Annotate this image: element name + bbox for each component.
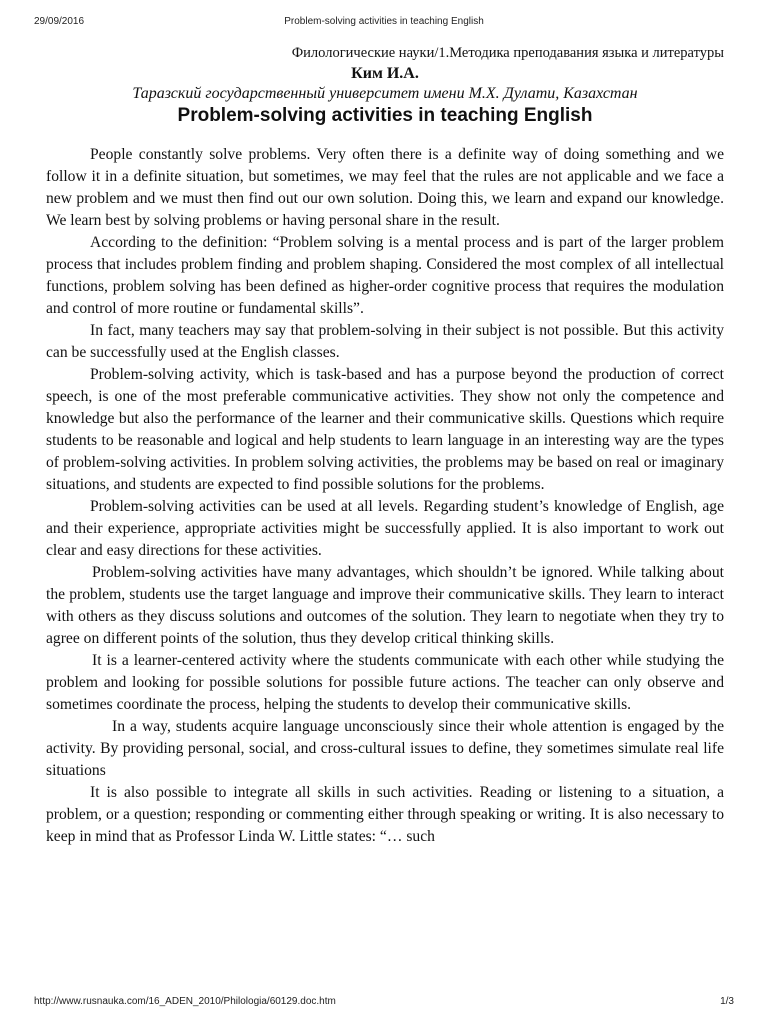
paragraph: Problem-solving activities can be used at all levels. Regarding student’s knowledge of English, age and their experience, appropriate activities might be successfully applied. It is also important to work out clear and easy directions for these activities.	[46, 498, 724, 559]
article-body	[46, 144, 724, 848]
print-url: http://www.rusnauka.com/16_ADEN_2010/Philologia/60129.doc.htm	[34, 996, 336, 1007]
paragraph: Problem-solving activity, which is task-based and has a purpose beyond the production of correct speech, is one of the most preferable communicative activities. They show not only the competence and knowledge but also the performance of the learner and their communicative skills. Questions which require students to be reasonable and logical and help students to learn language in an interesting way are the types of problem-solving activities. In problem solving activities, the problems may be based on real or imaginary situations, and students are expected to find possible solutions for the problems.	[46, 366, 724, 493]
paragraph: In a way, students acquire language unconsciously since their whole attention is engaged by the activity. By providing personal, social, and cross-cultural issues to define, they sometimes simulate real life situations	[46, 718, 724, 779]
paragraph: People constantly solve problems. Very often there is a definite way of doing something and we follow it in a definite situation, but sometimes, we may feel that the rules are not applicable and we face a new problem and we must then find out our own solution. Doing this, we learn and expand our knowledge. We learn best by solving problems or having personal share in the result.	[46, 146, 724, 229]
section-heading: Филологические науки/1.Методика преподавания языка и литературы	[291, 45, 724, 61]
print-header	[34, 16, 734, 30]
paragraph: It is a learner-centered activity where the students communicate with each other while studying the problem and looking for possible solutions for possible future actions. The teacher can only observe and sometimes coordinate the process, helping the students to develop their communicative skills.	[46, 652, 724, 713]
paragraph: In fact, many teachers may say that problem-solving in their subject is not possible. But this activity can be successfully used at the English classes.	[46, 322, 724, 361]
paragraph: According to the definition: “Problem solving is a mental process and is part of the larger problem process that includes problem finding and problem shaping. Considered the most complex of all intellectual functions, problem solving has been defined as higher-order cognitive process that requires the modulation and control of more routine or fundamental skills”.	[46, 234, 724, 317]
print-footer	[34, 996, 734, 1010]
author-affiliation: Таразский государственный университет имени М.Х. Дулати, Казахстан	[132, 85, 638, 102]
print-page-number: 1/3	[720, 996, 734, 1007]
author-name: Ким И.А.	[351, 65, 419, 82]
document	[46, 44, 724, 848]
print-date: 29/09/2016	[34, 16, 85, 27]
paragraph: Problem-solving activities have many advantages, which shouldn’t be ignored. While talking about the problem, students use the target language and improve their communicative skills. They learn to interact with others as they discuss solutions and outcomes of the solution. They learn to negotiate when they try to agree on different points of the solution, thus they develop critical thinking skills.	[46, 564, 724, 647]
print-page-title: Problem-solving activities in teaching English	[284, 16, 484, 27]
article-title: Problem-solving activities in teaching English	[177, 105, 593, 126]
paragraph: It is also possible to integrate all skills in such activities. Reading or listening to a situation, a problem, or a question; responding or commenting either through speaking or writing. It is also necessary to keep in mind that as Professor Linda W. Little states: “… such	[46, 784, 724, 845]
